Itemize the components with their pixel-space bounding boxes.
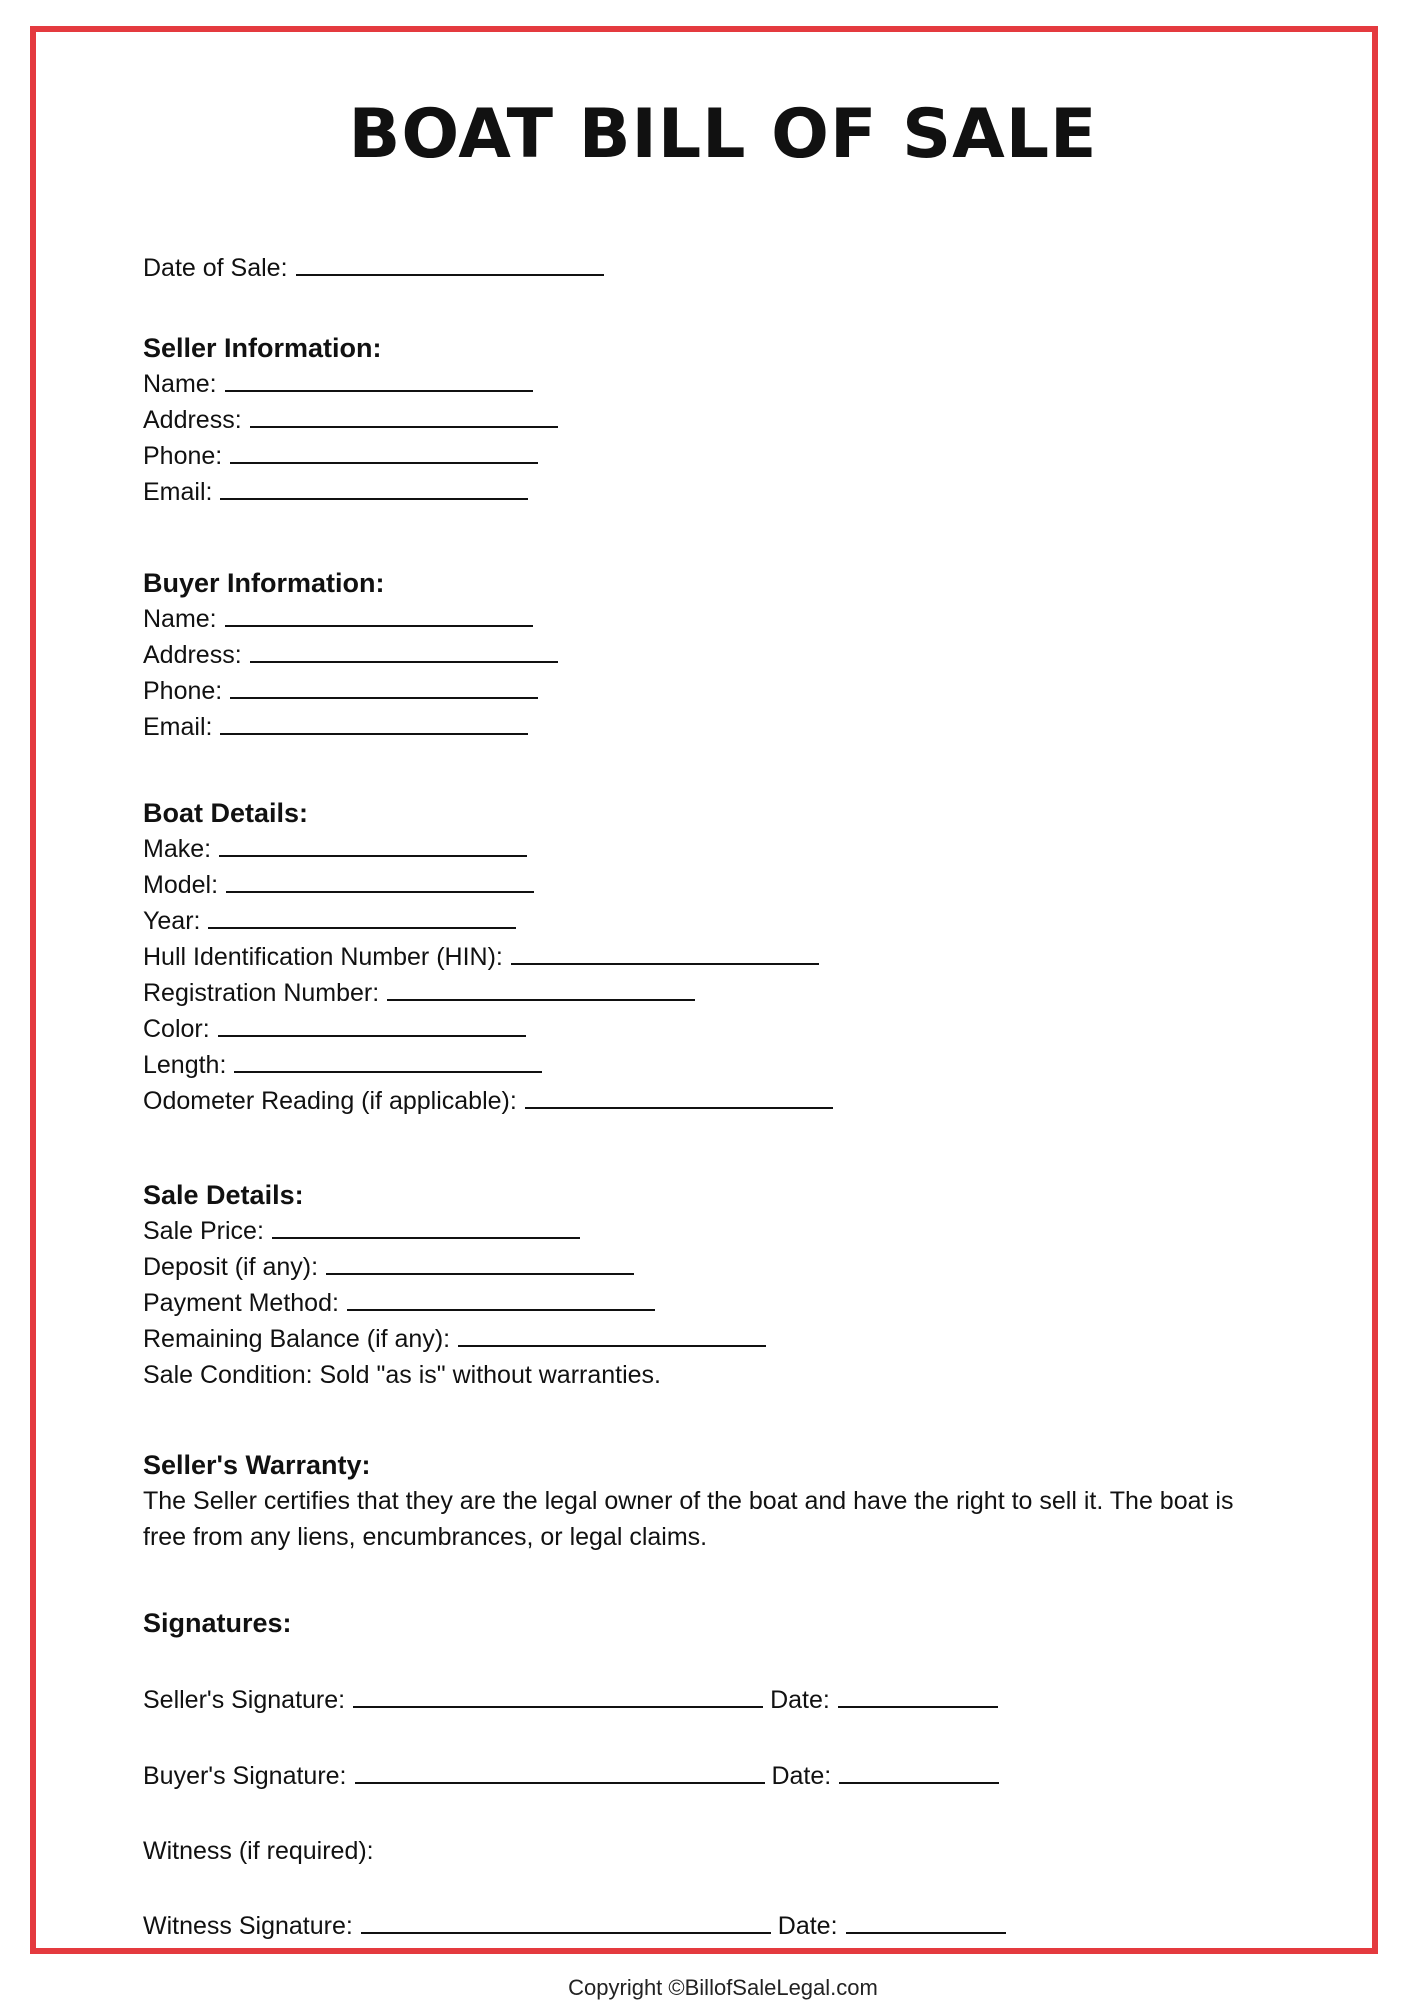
seller-section — [143, 330, 1283, 510]
remaining-balance-field[interactable] — [458, 1341, 766, 1347]
boat-color-label: Color: — [143, 1015, 210, 1043]
buyer-signature-row — [143, 1758, 999, 1794]
signatures-section — [143, 1605, 1283, 1641]
payment-method-field[interactable] — [347, 1305, 655, 1311]
sale-section — [143, 1177, 1283, 1393]
deposit-label: Deposit (if any): — [143, 1253, 319, 1281]
seller-date-field[interactable] — [838, 1702, 998, 1708]
boat-odometer-label: Odometer Reading (if applicable): — [143, 1087, 517, 1115]
witness-note: Witness (if required): — [143, 1837, 374, 1865]
boat-make-field[interactable] — [219, 851, 527, 857]
signatures-heading: Signatures: — [143, 1608, 292, 1638]
boat-length-label: Length: — [143, 1051, 227, 1079]
sale-condition: Sale Condition: Sold "as is" without warranties. — [143, 1361, 662, 1389]
witness-signature-row — [143, 1908, 1006, 1944]
boat-model-field[interactable] — [226, 887, 534, 893]
boat-color-field[interactable] — [218, 1031, 526, 1037]
seller-name-field[interactable] — [225, 386, 533, 392]
boat-odometer-field[interactable] — [525, 1103, 833, 1109]
boat-registration-field[interactable] — [387, 995, 695, 1001]
buyer-name-label: Name: — [143, 605, 217, 633]
seller-name-label: Name: — [143, 370, 217, 398]
seller-email-field[interactable] — [220, 494, 528, 500]
remaining-balance-label: Remaining Balance (if any): — [143, 1325, 451, 1353]
sale-heading: Sale Details: — [143, 1180, 304, 1210]
buyer-date-field[interactable] — [839, 1778, 999, 1784]
seller-heading: Seller Information: — [143, 333, 382, 363]
buyer-signature-label: Buyer's Signature: — [143, 1762, 347, 1790]
date-of-sale-row — [143, 250, 1283, 286]
date-of-sale-field[interactable] — [296, 270, 604, 276]
boat-length-field[interactable] — [234, 1067, 542, 1073]
seller-address-field[interactable] — [250, 422, 558, 428]
witness-date-label: Date: — [777, 1912, 838, 1940]
boat-registration-label: Registration Number: — [143, 979, 380, 1007]
deposit-field[interactable] — [326, 1269, 634, 1275]
buyer-section — [143, 565, 1283, 745]
seller-signature-row — [143, 1682, 998, 1718]
payment-method-label: Payment Method: — [143, 1289, 339, 1317]
buyer-heading: Buyer Information: — [143, 568, 385, 598]
boat-year-field[interactable] — [208, 923, 516, 929]
boat-year-label: Year: — [143, 907, 201, 935]
buyer-date-label: Date: — [771, 1762, 832, 1790]
sale-price-label: Sale Price: — [143, 1217, 264, 1245]
witness-signature-label: Witness Signature: — [143, 1912, 353, 1940]
boat-make-label: Make: — [143, 835, 212, 863]
boat-model-label: Model: — [143, 871, 219, 899]
seller-phone-field[interactable] — [230, 458, 538, 464]
seller-date-label: Date: — [770, 1686, 830, 1714]
buyer-phone-label: Phone: — [143, 677, 223, 705]
warranty-section — [143, 1447, 1283, 1555]
sale-price-field[interactable] — [272, 1233, 580, 1239]
seller-signature-label: Seller's Signature: — [143, 1686, 346, 1714]
document-title: BOAT BILL OF SALE — [348, 95, 1098, 174]
witness-date-field[interactable] — [846, 1928, 1006, 1934]
buyer-email-field[interactable] — [220, 729, 528, 735]
seller-address-label: Address: — [143, 406, 242, 434]
buyer-phone-field[interactable] — [230, 693, 538, 699]
date-of-sale-label: Date of Sale: — [143, 254, 288, 282]
seller-signature-field[interactable] — [353, 1702, 763, 1708]
witness-signature-field[interactable] — [361, 1928, 771, 1934]
seller-phone-label: Phone: — [143, 442, 223, 470]
boat-hin-field[interactable] — [511, 959, 819, 965]
copyright-footer: Copyright ©BillofSaleLegal.com — [568, 1975, 878, 2000]
buyer-address-field[interactable] — [250, 657, 558, 663]
boat-section — [143, 795, 1283, 1119]
buyer-address-label: Address: — [143, 641, 242, 669]
warranty-text: The Seller certifies that they are the legal owner of the boat and have the right to sell it. The boat is free from any liens, encumbrances, or legal claims. — [143, 1487, 1234, 1551]
boat-heading: Boat Details: — [143, 798, 309, 828]
buyer-signature-field[interactable] — [355, 1778, 765, 1784]
boat-hin-label: Hull Identification Number (HIN): — [143, 943, 503, 971]
seller-email-label: Email: — [143, 478, 213, 506]
buyer-email-label: Email: — [143, 713, 213, 741]
buyer-name-field[interactable] — [225, 621, 533, 627]
warranty-heading: Seller's Warranty: — [143, 1450, 371, 1480]
